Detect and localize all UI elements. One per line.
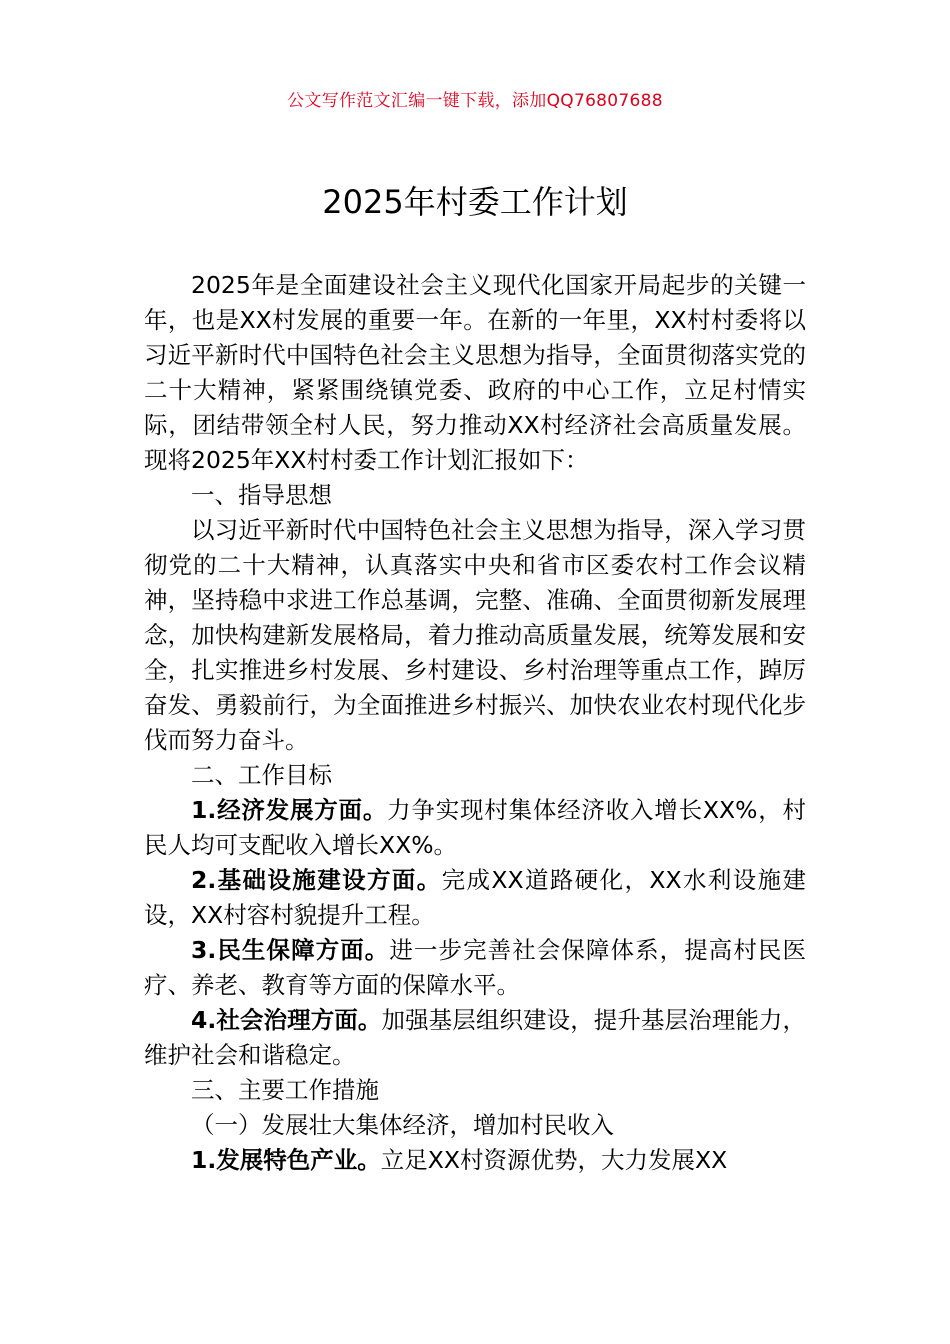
section-heading-work-goals: 二、工作目标	[191, 761, 332, 789]
goal-item-lead: 1.经济发展方面。	[191, 796, 388, 824]
goal-item	[144, 933, 806, 1003]
goal-item	[144, 793, 806, 863]
guiding-thought-paragraph: 以习近平新时代中国特色社会主义思想为指导，深入学习贯彻党的二十大精神，认真落实中央和省市区委农村工作会议精神，坚持稳中求进工作总基调，完整、准确、全面贯彻新发展理念，加快构建新发展格局，着力推动高质量发展，统筹发展和安全，扎实推进乡村发展、乡村建设、乡村治理等重点工作，踔厉奋发、勇毅前行，为全面推进乡村振兴、加快农业农村现代化步伐而努力奋斗。	[144, 516, 806, 754]
document-title: 2025年村委工作计划	[322, 183, 628, 221]
section-heading-guiding-thought: 一、指导思想	[191, 481, 332, 509]
goal-item-text: 完成XX道路硬化，XX水利设施建设，XX村容村貌提升工程。	[144, 866, 807, 929]
goal-item-text: 力争实现村集体经济收入增长XX%，村民人均可支配收入增长XX%。	[144, 796, 806, 859]
measure-item-lead: 1.发展特色产业。	[191, 1146, 381, 1174]
document-body	[144, 268, 806, 1178]
measure-item-text: 立足XX村资源优势，大力发展XX	[380, 1146, 728, 1174]
section-heading-main-measures: 三、主要工作措施	[191, 1076, 379, 1104]
goal-item-text: 进一步完善社会保障体系，提高村民医疗、养老、教育等方面的保障水平。	[144, 936, 807, 999]
measure-item	[144, 1143, 806, 1178]
intro-paragraph: 2025年是全面建设社会主义现代化国家开局起步的关键一年，也是XX村发展的重要一年。在新的一年里，XX村村委将以习近平新时代中国特色社会主义思想为指导，全面贯彻落实党的二十大精神，紧紧围绕镇党委、政府的中心工作，立足村情实际，团结带领全村人民，努力推动XX村经济社会高质量发展。现将2025年XX村村委工作计划汇报如下：	[144, 271, 806, 474]
goal-item-lead: 3.民生保障方面。	[191, 936, 390, 964]
download-note: 公文写作范文汇编一键下载，添加QQ76807688	[287, 91, 663, 111]
goal-item	[144, 1003, 806, 1073]
goal-item-text: 加强基层组织建设，提升基层治理能力，维护社会和谐稳定。	[144, 1006, 807, 1069]
goal-item	[144, 863, 806, 933]
goal-item-lead: 2.基础设施建设方面。	[191, 866, 442, 894]
subsection-heading: （一）发展壮大集体经济，增加村民收入	[191, 1111, 614, 1139]
goal-item-lead: 4.社会治理方面。	[191, 1006, 382, 1034]
